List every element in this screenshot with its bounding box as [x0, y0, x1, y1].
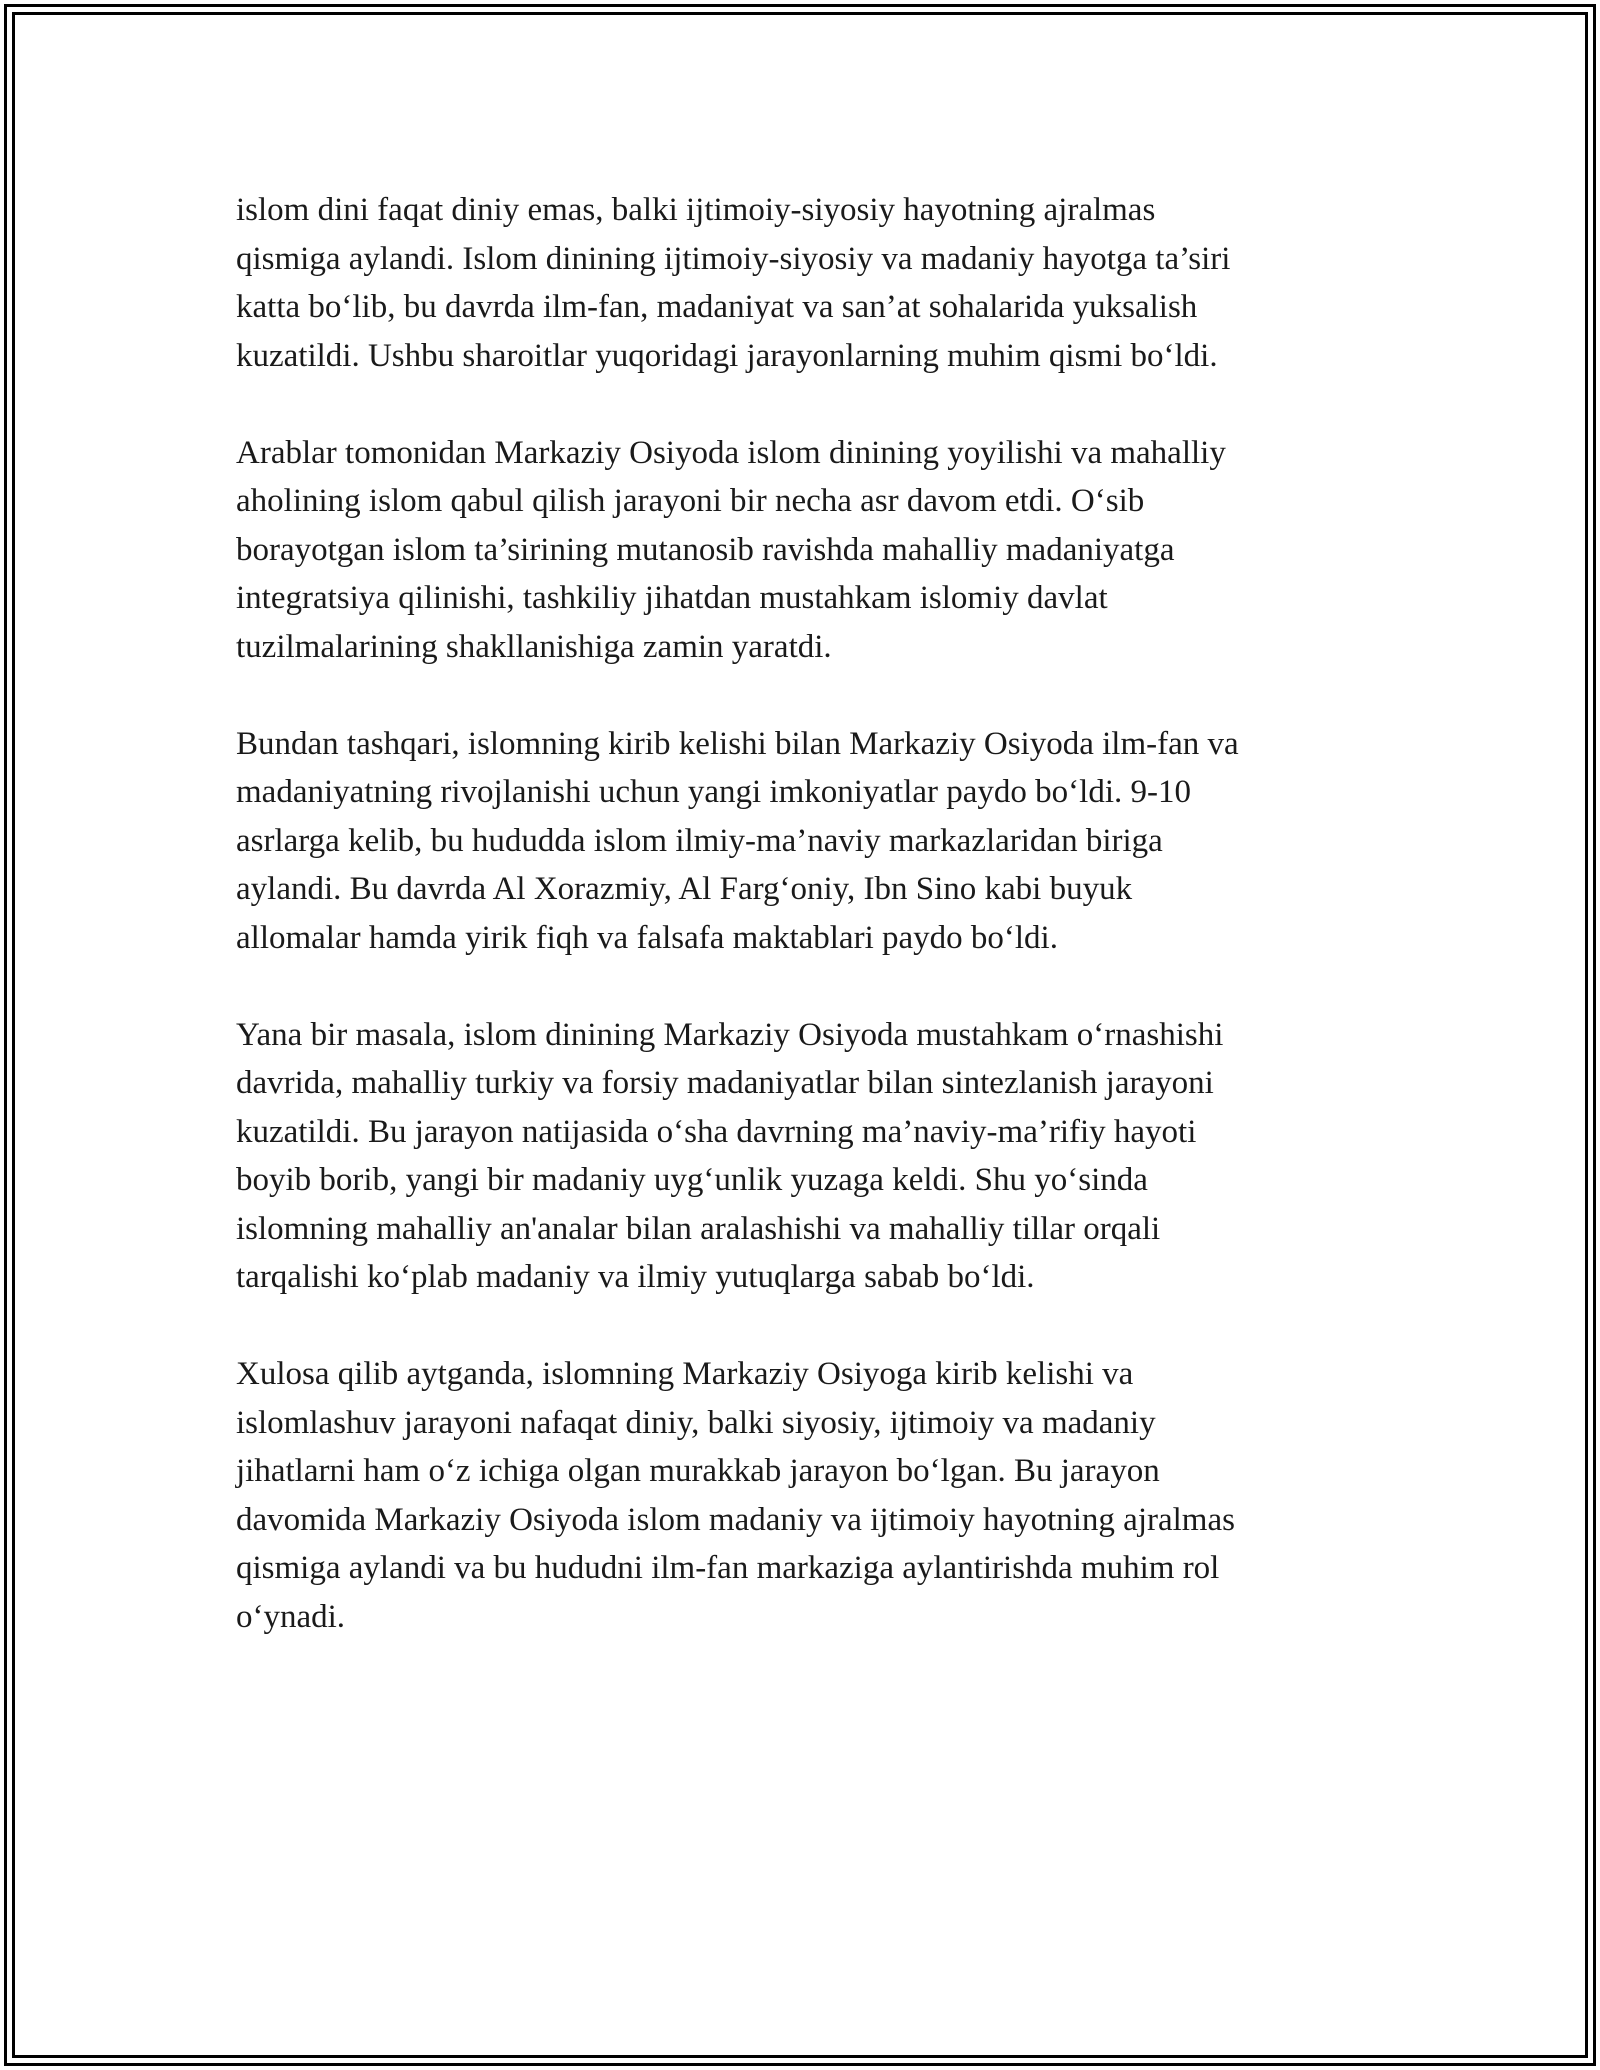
paragraph-3: Bundan tashqari, islomning kirib kelishi bilan Markaziy Osiyoda ilm-fan va madaniyatning rivojlanishi uchun yangi imkoniyatlar paydo bo‘ldi. 9-10 asrlarga kelib, bu hududda islom ilmiy-ma’naviy markazlaridan biriga aylandi. Bu davrda Al Xorazmiy, Al Farg‘oniy, Ibn Sino kabi buyuk allomalar hamda yirik fiqh va falsafa maktablari paydo bo‘ldi. [236, 725, 1239, 956]
paragraph-1: islom dini faqat diniy emas, balki ijtimoiy-siyosiy hayotning ajralmas qismiga aylandi. Islom dinining ijtimoiy-siyosiy va madaniy hayotga ta’siri katta bo‘lib, bu davrda ilm-fan, madaniyat va san’at sohalarida yuksalish kuzatildi. Ushbu sharoitlar yuqoridagi jarayonlarning muhim qismi bo‘ldi. [236, 192, 1231, 374]
paragraph-2: Arablar tomonidan Markaziy Osiyoda islom dinining yoyilishi va mahalliy aholining islom qabul qilish jarayoni bir necha asr davom etdi. O‘sib borayotgan islom ta’sirining mutanosib ravishda mahalliy madaniyatga integratsiya qilinishi, tashkiliy jihatdan mustahkam islomiy davlat tuzilmalarining shakllanishiga zamin yaratdi. [236, 434, 1226, 665]
paragraph-4: Yana bir masala, islom dinining Markaziy Osiyoda mustahkam o‘rnashishi davrida, mahalliy turkiy va forsiy madaniyatlar bilan sintezlanish jarayoni kuzatildi. Bu jarayon natijasida o‘sha davrning ma’naviy-ma’rifiy hayoti boyib borib, yangi bir madaniy uyg‘unlik yuzaga keldi. Shu yo‘sinda islomning mahalliy an'analar bilan aralashishi va mahalliy tillar orqali tarqalishi ko‘plab madaniy va ilmiy yutuqlarga sabab bo‘ldi. [236, 1016, 1224, 1295]
paragraph-5: Xulosa qilib aytganda, islomning Markaziy Osiyoga kirib kelishi va islomlashuv jarayoni nafaqat diniy, balki siyosiy, ijtimoiy va madaniy jihatlarni ham o‘z ichiga olgan murakkab jarayon bo‘lgan. Bu jarayon davomida Markaziy Osiyoda islom madaniy va ijtimoiy hayotning ajralmas qismiga aylandi va bu hududni ilm-fan markaziga aylantirishda muhim rol o‘ynadi. [236, 1356, 1235, 1635]
document-body [236, 186, 1376, 1690]
